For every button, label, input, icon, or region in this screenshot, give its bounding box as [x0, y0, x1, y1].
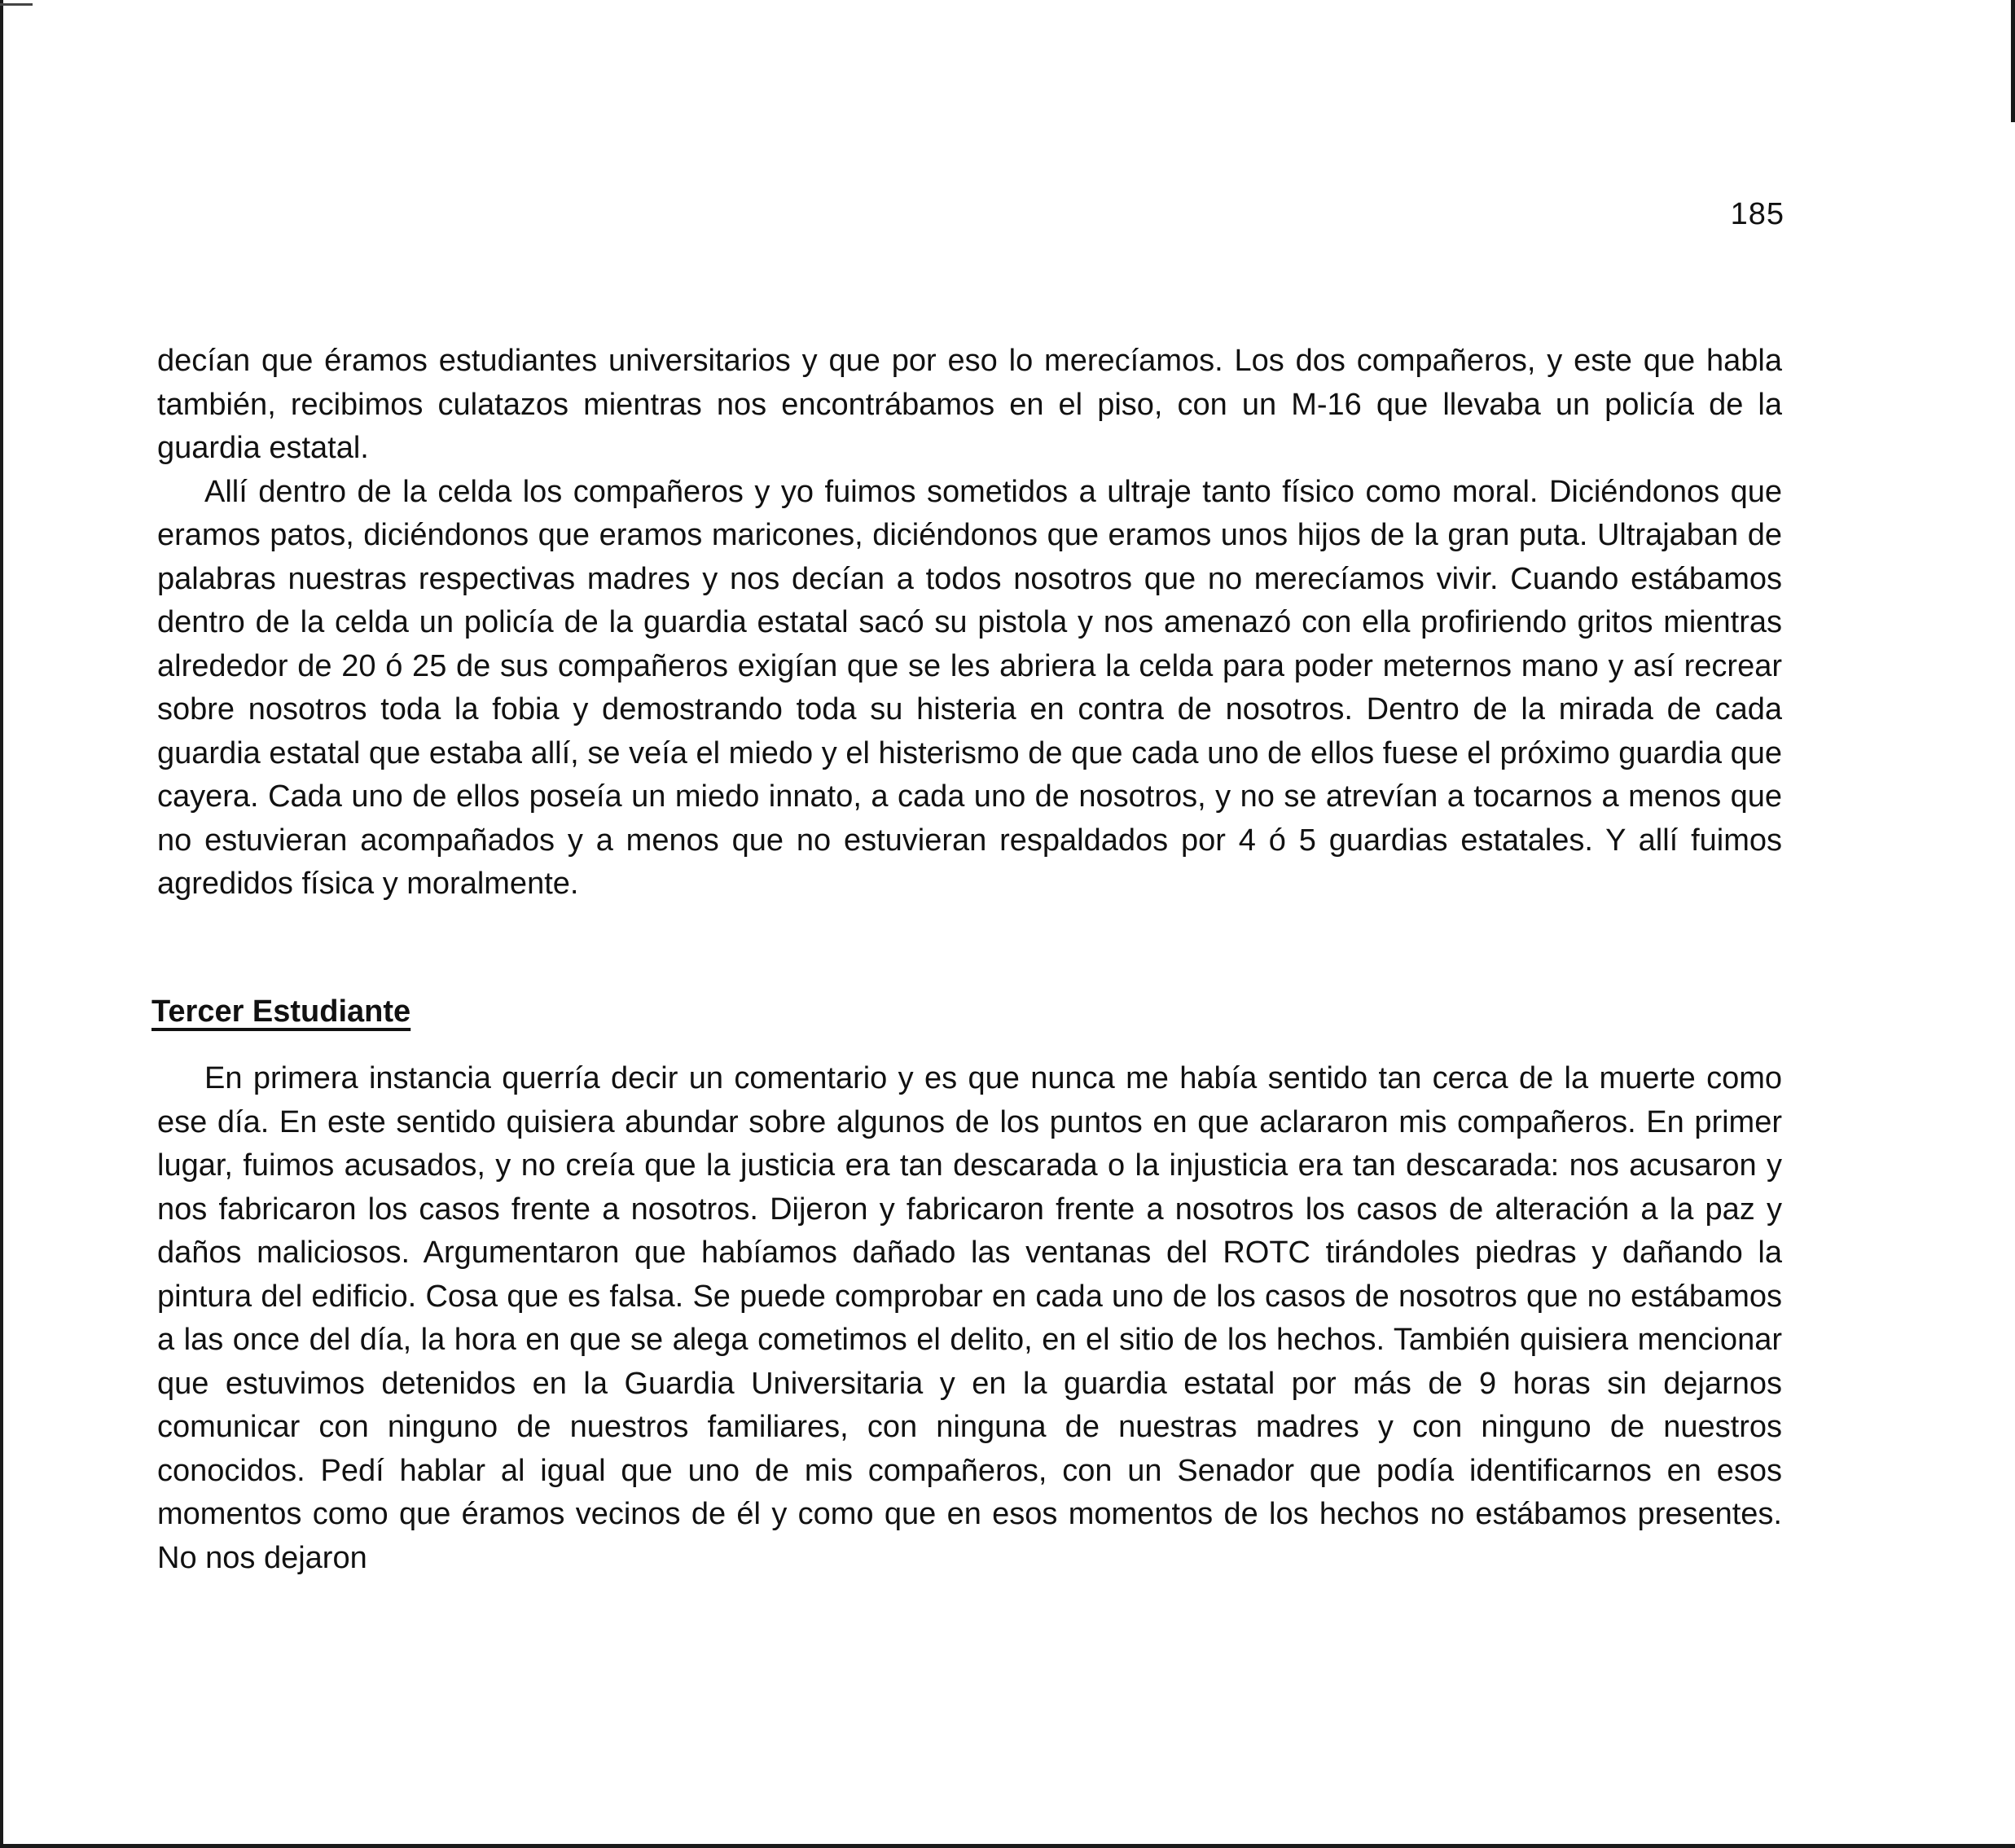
scan-border-right	[2011, 0, 2015, 122]
body-text-bottom	[157, 1057, 1782, 1580]
section-heading: Tercer Estudiante	[151, 994, 411, 1029]
paragraph-cell-abuse: Allí dentro de la celda los compañeros y yo fuimos sometidos a ultraje tanto físico como moral. Diciéndonos que eramos patos, diciéndonos que eramos maricones, diciéndonos que eramos unos hijos de la gran puta. Ultrajaban de palabras nuestras respectivas madres y nos decían a todos nosotros que no merecíamos vivir. Cuando estábamos dentro de la celda un policía de la guardia estatal sacó su pistola y nos amenazó con ella profiriendo gritos mientras alrededor de 20 ó 25 de sus compañeros exigían que se les abriera la celda para poder meternos mano y así recrear sobre nosotros toda la fobia y demostrando toda su histeria en contra de nosotros. Dentro de la mirada de cada guardia estatal que estaba allí, se veía el miedo y el histerismo de que cada uno de ellos fuese el próximo guardia que cayera. Cada uno de ellos poseía un miedo innato, a cada uno de nosotros, y no se atrevían a tocarnos a menos que no estuvieran acompañados y a menos que no estuvieran respaldados por 4 ó 5 guardias estatales. Y allí fuimos agredidos física y moralmente.	[157, 474, 1782, 901]
scan-corner-mark	[0, 3, 33, 6]
body-text-top	[157, 340, 1782, 906]
scan-border-left	[0, 0, 3, 1848]
paragraph-third-student: En primera instancia querría decir un comentario y es que nunca me había sentido tan cerca de la muerte como ese día. En este sentido quisiera abundar sobre algunos de los puntos en que aclararon mis compañeros. En primer lugar, fuimos acusados, y no creía que la justicia era tan descarada o la injusticia era tan descarada: nos acusaron y nos fabricaron los casos frente a nosotros. Dijeron y fabricaron frente a nosotros los casos de alteración a la paz y daños maliciosos. Argumentaron que habíamos dañado las ventanas del ROTC tirándoles piedras y dañando la pintura del edificio. Cosa que es falsa. Se puede comprobar en cada uno de los casos de nosotros que no estábamos a las once del día, la hora en que se alega cometimos el delito, en el sitio de los hechos. También quisiera mencionar que estuvimos detenidos en la Guardia Universitaria y en la guardia estatal por más de 9 horas sin dejarnos comunicar con ninguno de nuestros familiares, con ninguna de nuestras madres y con ninguno de nuestros conocidos. Pedí hablar al igual que uno de mis compañeros, con un Senador que podía identificarnos en esos momentos como que éramos vecinos de él y como que en esos momentos de los hechos no estábamos presentes. No nos dejaron	[157, 1061, 1782, 1575]
page-number: 185	[1730, 197, 1785, 231]
paragraph-continuation: decían que éramos estudiantes universitarios y que por eso lo merecíamos. Los dos compañeros, y este que habla también, recibimos culatazos mientras nos encontrábamos en el piso, con un M-16 que llevaba un policía de la guardia estatal.	[157, 344, 1782, 465]
scan-border-bottom	[0, 1844, 2015, 1848]
